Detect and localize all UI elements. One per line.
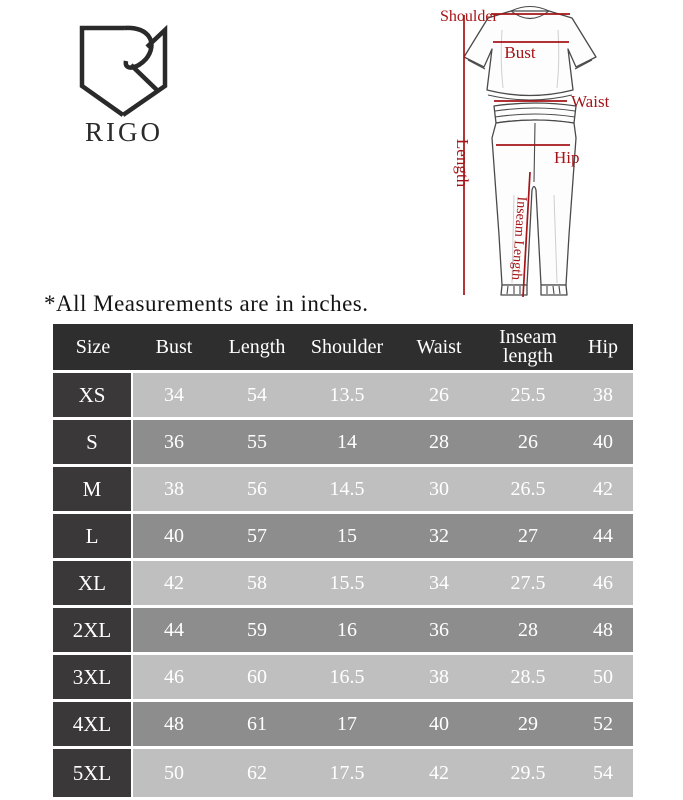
column-header-size: Size — [75, 335, 111, 358]
size-cell-2xl: 2XL — [53, 608, 131, 652]
row-values-5xl — [133, 749, 633, 797]
row-values-s — [133, 420, 633, 464]
cell-l-inseam-length: 27 — [518, 524, 538, 547]
measurements-note: *All Measurements are in inches. — [44, 291, 369, 316]
size-cell-3xl: 3XL — [53, 655, 131, 699]
cell-xs-bust: 34 — [164, 383, 184, 406]
cell-xl-inseam-length: 27.5 — [510, 571, 546, 594]
cell-5xl-length: 62 — [247, 761, 267, 784]
row-values-l — [133, 514, 633, 558]
cell-3xl-length: 60 — [247, 665, 267, 688]
row-values-3xl — [133, 655, 633, 699]
cell-4xl-inseam-length: 29 — [518, 712, 538, 735]
cell-s-shoulder: 14 — [337, 430, 357, 453]
size-cell-xs: XS — [53, 373, 131, 417]
table-row-m — [53, 467, 633, 511]
cell-2xl-shoulder: 16 — [337, 618, 357, 641]
column-header-length: Length — [228, 335, 286, 358]
cell-3xl-hip: 50 — [593, 665, 613, 688]
table-row-4xl — [53, 702, 633, 746]
column-header-bust: Bust — [155, 335, 193, 358]
cell-2xl-inseam-length: 28 — [518, 618, 538, 641]
cell-m-inseam-length: 26.5 — [510, 477, 546, 500]
table-row-xs — [53, 373, 633, 417]
cell-xs-inseam-length: 25.5 — [510, 383, 546, 406]
cell-5xl-shoulder: 17.5 — [329, 761, 365, 784]
cell-4xl-waist: 40 — [429, 712, 449, 735]
cell-s-length: 55 — [247, 430, 267, 453]
cell-4xl-bust: 48 — [164, 712, 184, 735]
cell-3xl-inseam-length: 28.5 — [510, 665, 546, 688]
garment-measurement-diagram — [430, 0, 683, 300]
size-cell-m: M — [53, 467, 131, 511]
size-cell-s: S — [53, 420, 131, 464]
cell-2xl-bust: 44 — [164, 618, 184, 641]
row-values-m — [133, 467, 633, 511]
row-values-2xl — [133, 608, 633, 652]
row-values-4xl — [133, 702, 633, 746]
cell-xs-hip: 38 — [593, 383, 613, 406]
size-cell-l: L — [53, 514, 131, 558]
table-row-3xl — [53, 655, 633, 699]
size-cell-4xl: 4XL — [53, 702, 131, 746]
table-row-s — [53, 420, 633, 464]
cell-m-waist: 30 — [429, 477, 449, 500]
cell-xl-length: 58 — [247, 571, 267, 594]
cell-m-hip: 42 — [593, 477, 613, 500]
table-body — [53, 373, 633, 797]
rigo-shield-icon — [78, 24, 170, 119]
column-header-waist: Waist — [416, 335, 462, 358]
cell-l-waist: 32 — [429, 524, 449, 547]
column-header-hip: Hip — [588, 335, 618, 358]
cell-xl-bust: 42 — [164, 571, 184, 594]
cell-2xl-hip: 48 — [593, 618, 613, 641]
cell-m-length: 56 — [247, 477, 267, 500]
cell-s-waist: 28 — [429, 430, 449, 453]
bust-label: Bust — [504, 43, 536, 62]
cell-m-bust: 38 — [164, 477, 184, 500]
size-cell-5xl: 5XL — [53, 749, 131, 797]
cell-l-bust: 40 — [164, 524, 184, 547]
cell-4xl-hip: 52 — [593, 712, 613, 735]
cell-5xl-inseam-length: 29.5 — [510, 761, 546, 784]
table-row-l — [53, 514, 633, 558]
cell-xl-hip: 46 — [593, 571, 613, 594]
cell-4xl-shoulder: 17 — [337, 712, 357, 735]
cell-m-shoulder: 14.5 — [329, 477, 365, 500]
length-label: Length — [453, 138, 472, 188]
hip-label: Hip — [554, 148, 580, 167]
cell-3xl-waist: 38 — [429, 665, 449, 688]
cell-xs-length: 54 — [247, 383, 267, 406]
cell-s-hip: 40 — [593, 430, 613, 453]
cell-s-inseam-length: 26 — [518, 430, 538, 453]
cell-5xl-waist: 42 — [429, 761, 449, 784]
cell-s-bust: 36 — [164, 430, 184, 453]
brand-name: RIGO — [85, 117, 163, 147]
column-header-shoulder: Shoulder — [310, 335, 384, 358]
cell-5xl-bust: 50 — [164, 761, 184, 784]
cell-xl-shoulder: 15.5 — [329, 571, 365, 594]
cell-xs-waist: 26 — [429, 383, 449, 406]
column-header-inseam-length: Inseam length — [499, 326, 557, 367]
cell-4xl-length: 61 — [247, 712, 267, 735]
table-header-row — [53, 324, 633, 370]
table-row-2xl — [53, 608, 633, 652]
brand-logo — [78, 24, 170, 146]
cell-2xl-waist: 36 — [429, 618, 449, 641]
table-row-5xl — [53, 749, 633, 797]
cell-l-hip: 44 — [593, 524, 613, 547]
cell-l-shoulder: 15 — [337, 524, 357, 547]
cell-xs-shoulder: 13.5 — [329, 383, 365, 406]
cell-2xl-length: 59 — [247, 618, 267, 641]
table-row-xl — [53, 561, 633, 605]
waist-label: Waist — [571, 92, 610, 111]
cell-xl-waist: 34 — [429, 571, 449, 594]
row-values-xs — [133, 373, 633, 417]
cell-3xl-shoulder: 16.5 — [329, 665, 365, 688]
row-values-xl — [133, 561, 633, 605]
size-table — [53, 324, 633, 797]
cell-3xl-bust: 46 — [164, 665, 184, 688]
inseam-length-label: Inseam Length — [508, 196, 529, 281]
size-cell-xl: XL — [53, 561, 131, 605]
cell-l-length: 57 — [247, 524, 267, 547]
pants-drawing — [492, 103, 576, 295]
shoulder-label: Shoulder — [440, 8, 498, 25]
cell-5xl-hip: 54 — [593, 761, 613, 784]
